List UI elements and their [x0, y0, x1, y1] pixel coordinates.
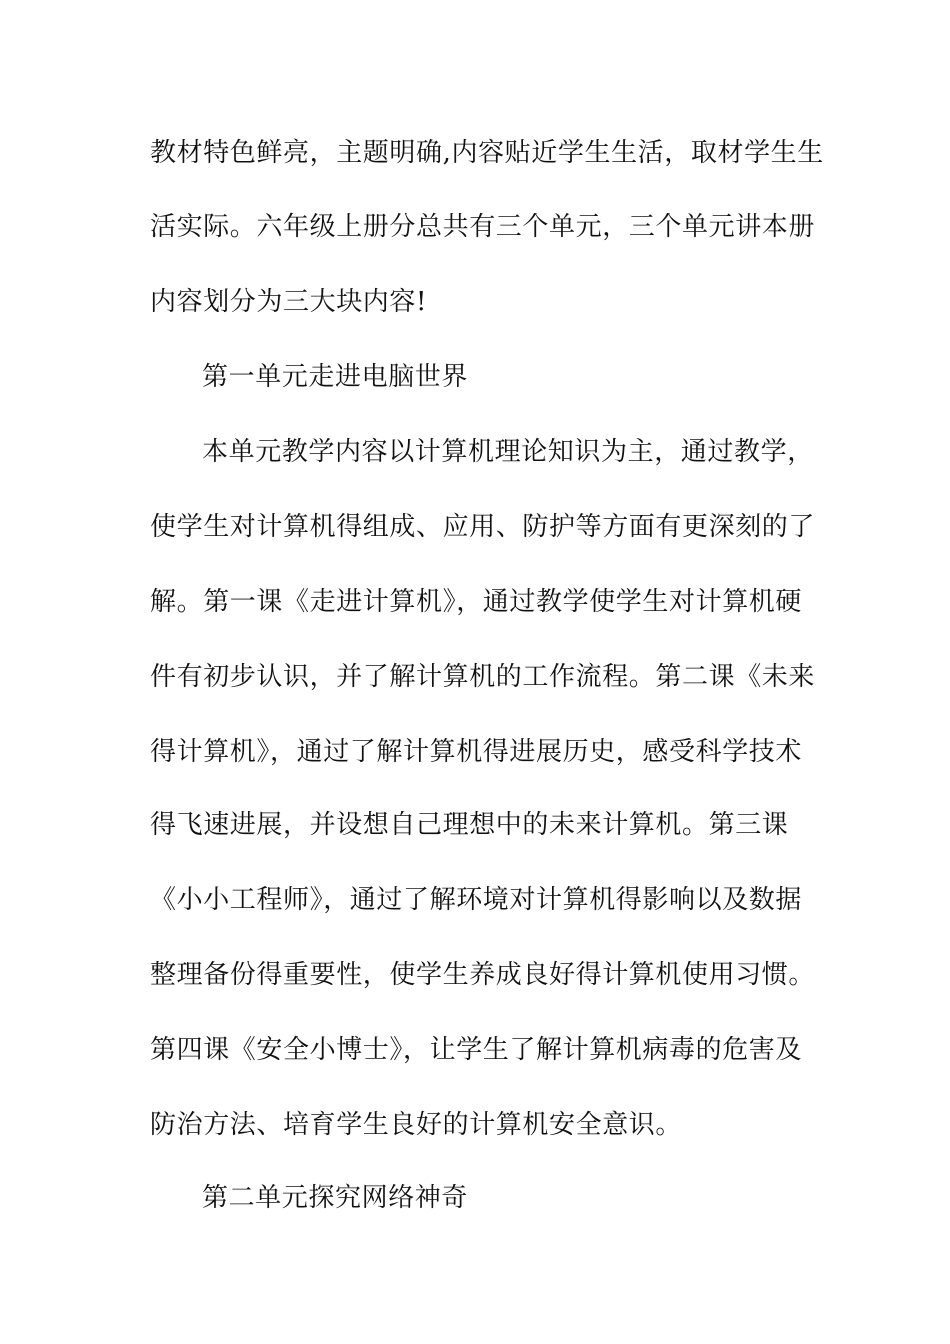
paragraph-line: 本单元教学内容以计算机理论知识为主，通过教学，: [202, 437, 814, 467]
paragraph-line: 得计算机》，通过了解计算机得进展历史，感受科学技术: [150, 737, 803, 767]
paragraph-line: 第四课《安全小博士》，让学生了解计算机病毒的危害及: [150, 1035, 803, 1065]
paragraph-line: 内容划分为三大块内容!: [150, 287, 428, 317]
paragraph-line: 整理备份得重要性，使学生养成良好得计算机使用习惯。: [150, 960, 816, 990]
paragraph-line: 解。第一课《走进计算机》，通过教学使学生对计算机硬: [150, 587, 803, 617]
paragraph-line: 得飞速进展，并设想自己理想中的未来计算机。第三课: [150, 810, 789, 840]
paragraph-line: 使学生对计算机得组成、应用、防护等方面有更深刻的了: [150, 512, 816, 542]
section-heading: 第二单元探究网络神奇: [202, 1183, 469, 1213]
section-heading: 第一单元走进电脑世界: [202, 362, 469, 392]
paragraph-line: 防治方法、培育学生良好的计算机安全意识。: [150, 1110, 683, 1140]
paragraph-line: 《小小工程师》，通过了解环境对计算机得影响以及数据: [150, 885, 803, 915]
paragraph-line: 件有初步认识，并了解计算机的工作流程。第二课《未来: [150, 662, 816, 692]
paragraph-line: 活实际。六年级上册分总共有三个单元，三个单元讲本册: [150, 212, 816, 242]
paragraph-line: 教材特色鲜亮，主题明确,内容贴近学生生活，取材学生生: [150, 138, 824, 168]
